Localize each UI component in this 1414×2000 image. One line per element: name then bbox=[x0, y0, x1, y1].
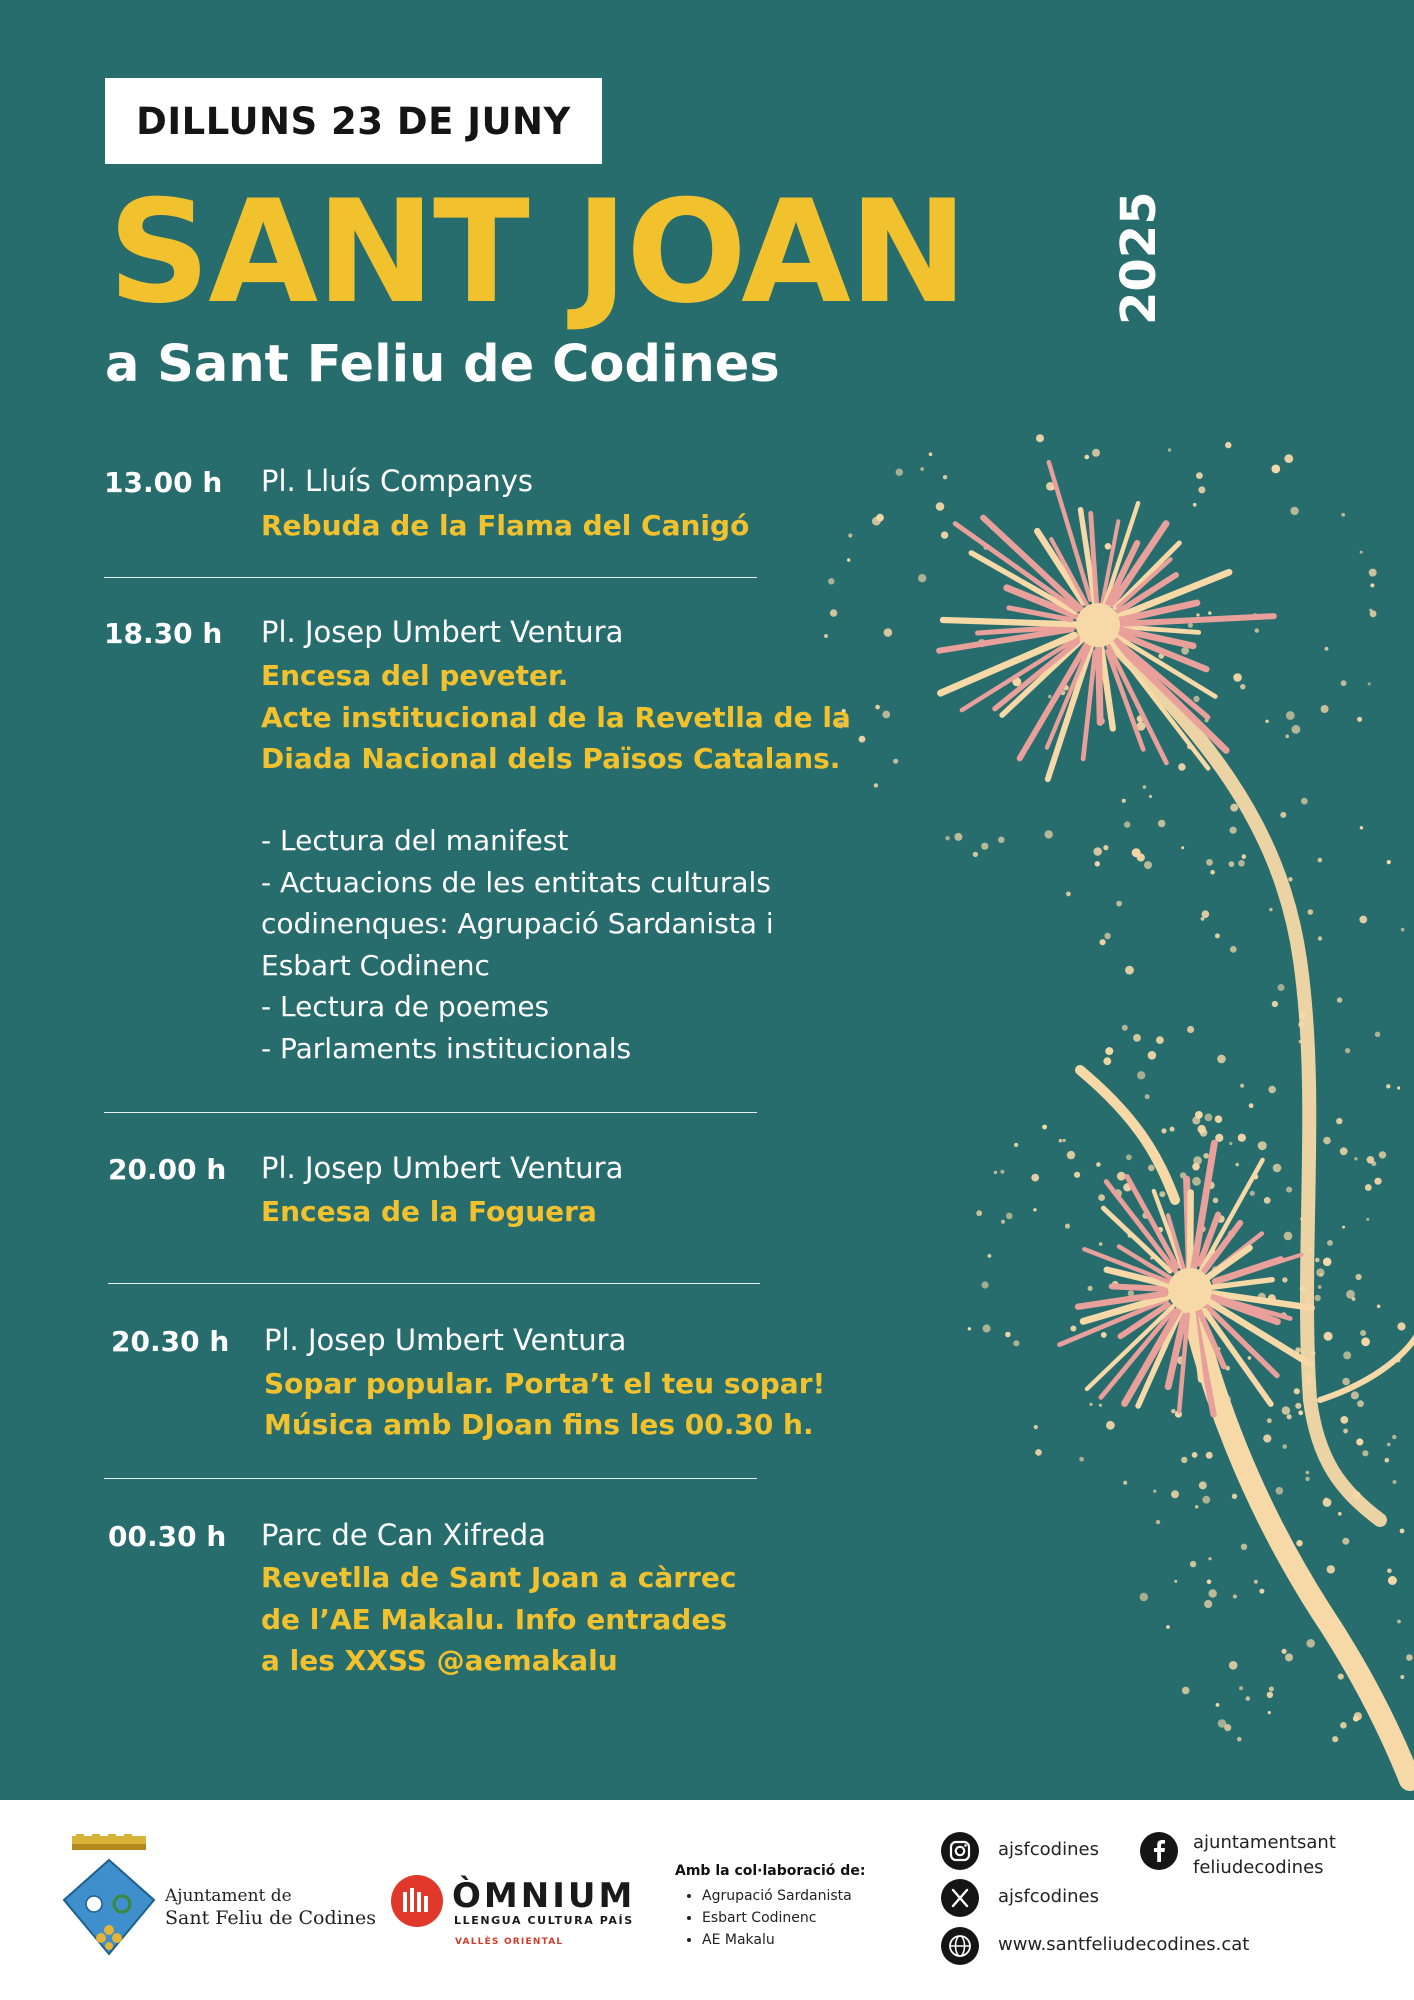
omnium-region: VALLÈS ORIENTAL bbox=[455, 1937, 564, 1947]
event-2-note: - Lectura del manifest bbox=[261, 824, 569, 857]
fireworks-illustration bbox=[780, 400, 1414, 1800]
event-2-title-line-1: Encesa del peveter. bbox=[261, 659, 569, 692]
separator bbox=[104, 577, 757, 578]
facebook-handle[interactable] bbox=[1193, 1830, 1336, 1880]
globe-icon[interactable] bbox=[941, 1927, 979, 1965]
event-4-place: Pl. Josep Umbert Ventura bbox=[264, 1323, 627, 1357]
omnium-tagline: LLENGUA CULTURA PAÍS bbox=[454, 1914, 634, 1927]
main-title: SANT JOAN bbox=[108, 170, 966, 335]
separator bbox=[104, 1112, 757, 1113]
event-4-time: 20.30 h bbox=[111, 1325, 230, 1358]
event-1-time: 13.00 h bbox=[104, 466, 223, 499]
collaboration-list bbox=[686, 1885, 852, 1951]
date-text: DILLUNS 23 DE JUNY bbox=[136, 99, 571, 143]
event-3-time: 20.00 h bbox=[108, 1153, 227, 1186]
event-2-time: 18.30 h bbox=[104, 617, 223, 650]
municipality-coat-of-arms-icon bbox=[62, 1834, 156, 1958]
instagram-icon[interactable] bbox=[941, 1832, 979, 1870]
event-5-title-line-3: a les XXSS @aemakalu bbox=[261, 1644, 618, 1677]
municipality-line-1: Ajuntament de bbox=[165, 1886, 292, 1906]
facebook-icon[interactable] bbox=[1140, 1832, 1178, 1870]
event-4-title-line-2: Música amb DJoan fins les 00.30 h. bbox=[264, 1408, 814, 1441]
subtitle: a Sant Feliu de Codines bbox=[105, 335, 780, 394]
event-3-place: Pl. Josep Umbert Ventura bbox=[261, 1151, 624, 1185]
event-5-time: 00.30 h bbox=[108, 1520, 227, 1553]
event-2-note: codinenques: Agrupació Sardanista i bbox=[261, 907, 774, 940]
event-5-title-line-1: Revetlla de Sant Joan a càrrec bbox=[261, 1561, 737, 1594]
facebook-handle-line-2: feliudecodines bbox=[1193, 1857, 1324, 1878]
date-badge bbox=[105, 78, 602, 164]
collaboration-heading: Amb la col·laboració de: bbox=[675, 1863, 866, 1879]
list-item: • Agrupació Sardanista bbox=[702, 1885, 852, 1907]
event-2-note: - Actuacions de les entitats culturals bbox=[261, 866, 771, 899]
event-5-place: Parc de Can Xifreda bbox=[261, 1518, 546, 1552]
event-2-title-line-3: Diada Nacional dels Països Catalans. bbox=[261, 742, 841, 775]
website-link[interactable]: www.santfeliudecodines.cat bbox=[998, 1934, 1250, 1955]
instagram-handle[interactable]: ajsfcodines bbox=[998, 1839, 1099, 1860]
event-3-title: Encesa de la Foguera bbox=[261, 1195, 597, 1228]
event-4-title-line-1: Sopar popular. Porta’t el teu sopar! bbox=[264, 1367, 826, 1400]
event-2-note: - Lectura de poemes bbox=[261, 990, 550, 1023]
municipality-name bbox=[165, 1885, 376, 1929]
year-text: 2025 bbox=[1111, 191, 1167, 325]
event-2-note: Esbart Codinenc bbox=[261, 949, 490, 982]
x-twitter-icon[interactable] bbox=[941, 1879, 979, 1917]
omnium-logo-icon bbox=[390, 1874, 444, 1928]
x-handle[interactable]: ajsfcodines bbox=[998, 1886, 1099, 1907]
list-item: • AE Makalu bbox=[702, 1929, 852, 1951]
event-1-title: Rebuda de la Flama del Canigó bbox=[261, 509, 750, 542]
omnium-name: ÒMNIUM bbox=[452, 1876, 636, 1916]
event-2-note: - Parlaments institucionals bbox=[261, 1032, 632, 1065]
event-5-title-line-2: de l’AE Makalu. Info entrades bbox=[261, 1603, 727, 1636]
municipality-line-2: Sant Feliu de Codines bbox=[165, 1907, 376, 1929]
year-label bbox=[1108, 191, 1170, 325]
event-1-place: Pl. Lluís Companys bbox=[261, 464, 534, 498]
separator bbox=[104, 1478, 757, 1479]
list-item: • Esbart Codinenc bbox=[702, 1907, 852, 1929]
event-2-title-line-2: Acte institucional de la Revetlla de la bbox=[261, 701, 851, 734]
separator bbox=[108, 1283, 760, 1284]
facebook-handle-line-1: ajuntamentsant bbox=[1193, 1832, 1336, 1853]
event-2-place: Pl. Josep Umbert Ventura bbox=[261, 615, 624, 649]
